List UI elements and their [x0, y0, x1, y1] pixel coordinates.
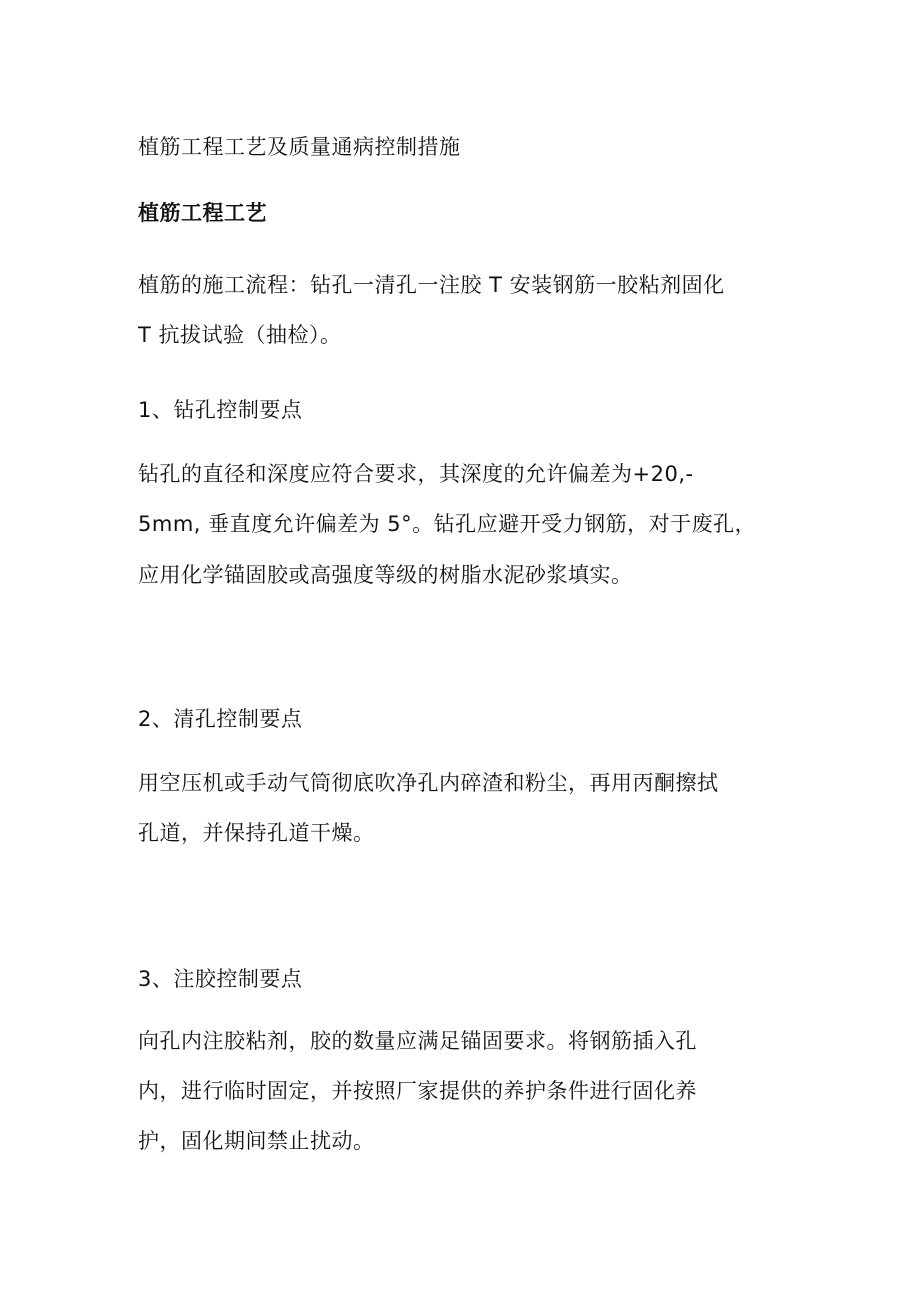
cleaning-text-line-2: 孔道，并保持孔道干燥。: [138, 821, 375, 845]
injection-text-line-1: 向孔内注胶粘剂，胶的数量应满足锚固要求。将钢筋插入孔: [138, 1029, 697, 1053]
injection-text-line-3: 护，固化期间禁止扰动。: [138, 1129, 375, 1153]
drilling-text-line-1: 钻孔的直径和深度应符合要求，其深度的允许偏差为+20,-: [138, 462, 694, 486]
document-title: 植筋工程工艺及质量通病控制措施: [138, 135, 461, 159]
drilling-text-line-3: 应用化学锚固胶或高强度等级的树脂水泥砂浆填实。: [138, 563, 633, 587]
drilling-text-line-2: 5mm, 垂直度允许偏差为 5°。钻孔应避开受力钢筋，对于废孔，: [138, 512, 757, 536]
cleaning-text-line-1: 用空压机或手动气筒彻底吹净孔内碎渣和粉尘，再用丙酮擦拭: [138, 771, 719, 795]
flow-text-line-2: T 抗拔试验（抽检）。: [138, 323, 342, 347]
drilling-heading: 1、钻孔控制要点: [138, 398, 303, 422]
injection-text-line-2: 内，进行临时固定，并按照厂家提供的养护条件进行固化养: [138, 1079, 697, 1103]
section-heading: 植筋工程工艺: [138, 201, 267, 225]
flow-text-line-1: 植筋的施工流程：钻孔一清孔一注胶 T 安装钢筋一胶粘剂固化: [138, 273, 725, 297]
cleaning-heading: 2、清孔控制要点: [138, 707, 303, 731]
injection-heading: 3、注胶控制要点: [138, 967, 303, 991]
